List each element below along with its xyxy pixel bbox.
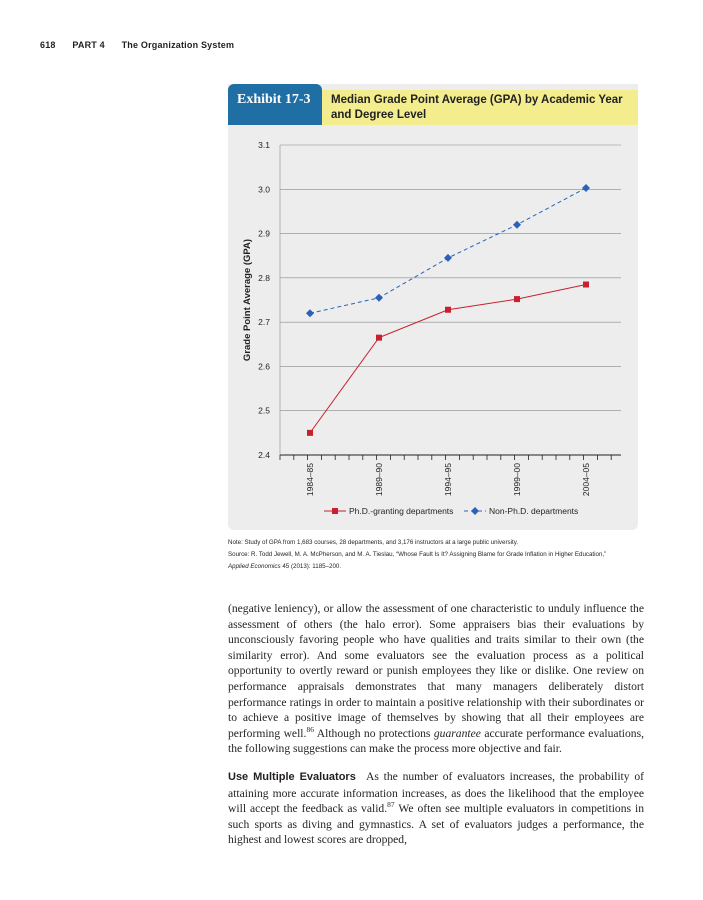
running-header	[40, 40, 234, 50]
data-point-diamond	[582, 184, 590, 192]
data-point-square	[514, 296, 520, 302]
y-axis-ticks	[258, 140, 270, 460]
x-tick-label: 1994–95	[443, 463, 453, 497]
exhibit-source	[228, 549, 648, 573]
series-line-1	[310, 188, 586, 313]
footnote-ref-87[interactable]: 87	[387, 800, 395, 810]
footnote-ref-86[interactable]: 86	[306, 724, 314, 734]
y-tick-label: 2.9	[258, 228, 270, 239]
x-tick-label: 1999–00	[512, 463, 522, 497]
part-label: PART 4	[72, 40, 105, 50]
y-tick-label: 2.6	[258, 361, 270, 372]
data-point-diamond	[444, 254, 452, 262]
legend-label-0: Ph.D.-granting departments	[349, 506, 454, 516]
p2-cont: We often see multiple evaluators in competitions in such sports as diving and gymnastics. A set of evaluators judges a performance, the highest and lowest scores are dropped,	[228, 802, 644, 847]
source-journal: Applied Economics	[228, 563, 281, 570]
exhibit-label: Exhibit 17-3	[228, 84, 322, 125]
body-paragraph-2	[228, 769, 644, 848]
legend-label-1: Non-Ph.D. departments	[489, 506, 579, 516]
y-tick-label: 2.8	[258, 272, 270, 283]
chart-gridlines	[280, 145, 621, 455]
p2-text: As the number of evaluators increases, the probability of attaining more accurate information increases, as does the likelihood that the employee will accept the feedback as valid.	[228, 770, 644, 816]
p1-text: (negative leniency), or allow the assessment of one characteristic to unduly influence the assessment of others (the halo error). Some appraisers bias their evaluations by unconsciously favoring people who have qualities and traits similar to their own (the similarity error). And some evaluators see the evaluation process as a political opportunity to overtly reward or punish employees they like or dislike. One review on performance appraisals demonstrates that many managers deliberately distort performance ratings in order to maintain a positive relationship with their subordinates or to achieve a positive image of themselves by showing that all their employees are performing well.	[228, 602, 644, 740]
body-paragraph-1	[228, 601, 644, 757]
y-tick-label: 2.4	[258, 450, 270, 460]
data-point-square	[445, 307, 451, 313]
x-tick-label: 1984–85	[305, 463, 315, 497]
chart-legend	[324, 506, 578, 516]
data-point-diamond	[306, 309, 314, 317]
page-number: 618	[40, 40, 56, 50]
part-title: The Organization System	[121, 40, 235, 50]
section-heading-multiple-evaluators: Use Multiple Evaluators	[228, 771, 356, 783]
x-tick-label: 2004–05	[581, 463, 591, 497]
exhibit-notes	[228, 537, 648, 573]
p1-cont-b: accurate performance evaluations, the following suggestions can make the process more objective and fair.	[228, 726, 645, 756]
exhibit-note: Note: Study of GPA from 1,683 courses, 28 departments, and 3,176 instructors at a large public university.	[228, 539, 519, 546]
exhibit-title: Median Grade Point Average (GPA) by Academic Year and Degree Level	[322, 90, 638, 125]
x-axis	[280, 455, 611, 496]
source-prefix: Source: R. Todd Jewell, M. A. McPherson, and M. A. Tieslau, “Whose Fault Is It? Assigning Blame for Grade Inflation in Higher Education,”	[228, 551, 607, 558]
data-point-square	[583, 282, 589, 288]
chart-series	[306, 184, 590, 436]
data-point-diamond	[375, 294, 383, 302]
p1-cont-a: Although no protections	[316, 726, 431, 740]
x-tick-label: 1989–90	[374, 463, 384, 497]
gpa-line-chart	[228, 125, 638, 525]
y-tick-label: 2.7	[258, 317, 270, 328]
y-tick-label: 2.5	[258, 405, 270, 416]
legend-marker-square	[332, 508, 338, 514]
data-point-square	[307, 430, 313, 436]
p1-emphasis: guarantee	[433, 726, 481, 740]
legend-marker-diamond	[471, 507, 479, 515]
y-tick-label: 3.1	[258, 140, 270, 150]
data-point-diamond	[513, 221, 521, 229]
y-tick-label: 3.0	[258, 184, 270, 195]
data-point-square	[376, 335, 382, 341]
y-axis-label: Grade Point Average (GPA)	[242, 238, 253, 362]
source-suffix: 45 (2013): 1185–200.	[282, 563, 342, 570]
